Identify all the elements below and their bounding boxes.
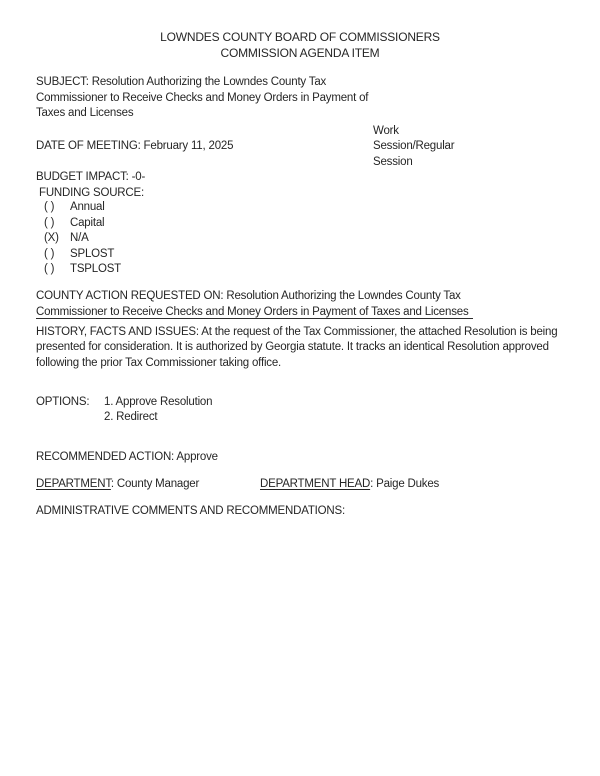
recommended-action-line: RECOMMENDED ACTION: Approve xyxy=(36,450,218,463)
session-type-line-3: Session xyxy=(373,155,413,168)
options-label: OPTIONS: xyxy=(36,395,90,408)
option-label: Capital xyxy=(70,216,105,229)
checkbox-mark-checked: (X) xyxy=(44,232,59,244)
history-line-3: following the prior Tax Commissioner taking office. xyxy=(36,356,282,369)
option-label: SPLOST xyxy=(70,247,115,260)
county-action-line-2: Commissioner to Receive Checks and Money Orders in Payment of Taxes and Licenses xyxy=(36,305,469,318)
admin-comments-line: ADMINISTRATIVE COMMENTS AND RECOMMENDATIONS: xyxy=(36,505,345,517)
department-head-value: : Paige Dukes xyxy=(370,478,440,490)
option-item-2: 2. Redirect xyxy=(104,411,158,423)
session-type-line-2: Session/Regular xyxy=(373,140,455,152)
date-of-meeting-line: DATE OF MEETING: February 11, 2025 xyxy=(36,140,234,152)
option-label: N/A xyxy=(70,232,89,244)
session-type-line-1: Work xyxy=(373,124,399,137)
budget-impact-line: BUDGET IMPACT: -0- xyxy=(36,171,146,183)
county-action-line-1: COUNTY ACTION REQUESTED ON: Resolution Authorizing the Lowndes County Tax xyxy=(36,290,461,302)
department-value: : County Manager xyxy=(110,478,200,490)
funding-source-label: FUNDING SOURCE: xyxy=(39,186,144,199)
option-label: Annual xyxy=(70,201,105,213)
history-line-1: HISTORY, FACTS AND ISSUES: At the request of the Tax Commissioner, the attached Resolution is being xyxy=(36,325,558,338)
header-subtitle-line: COMMISSION AGENDA ITEM xyxy=(220,45,380,60)
checkbox-mark: ( ) xyxy=(44,247,55,260)
option-label: TSPLOST xyxy=(70,263,122,275)
subject-line-1: SUBJECT: Resolution Authorizing the Lowndes County Tax xyxy=(36,76,327,88)
history-line-2: presented for consideration. It is authorized by Georgia statute. It tracks an identical Resolution approved xyxy=(36,341,549,353)
subject-line-2: Commissioner to Receive Checks and Money Orders in Payment of xyxy=(36,91,369,104)
checkbox-mark: ( ) xyxy=(44,263,55,275)
department-group xyxy=(36,477,199,493)
subject-line-3: Taxes and Licenses xyxy=(36,107,134,119)
header-title-line: LOWNDES COUNTY BOARD OF COMMISSIONERS xyxy=(160,30,440,44)
county-action-underline xyxy=(36,318,473,319)
department-head-label: DEPARTMENT HEAD xyxy=(260,478,371,490)
checkbox-mark: ( ) xyxy=(44,201,55,213)
department-head-group xyxy=(260,477,439,493)
department-label: DEPARTMENT xyxy=(36,478,111,490)
checkbox-mark: ( ) xyxy=(44,216,55,229)
option-item-1: 1. Approve Resolution xyxy=(104,395,213,408)
